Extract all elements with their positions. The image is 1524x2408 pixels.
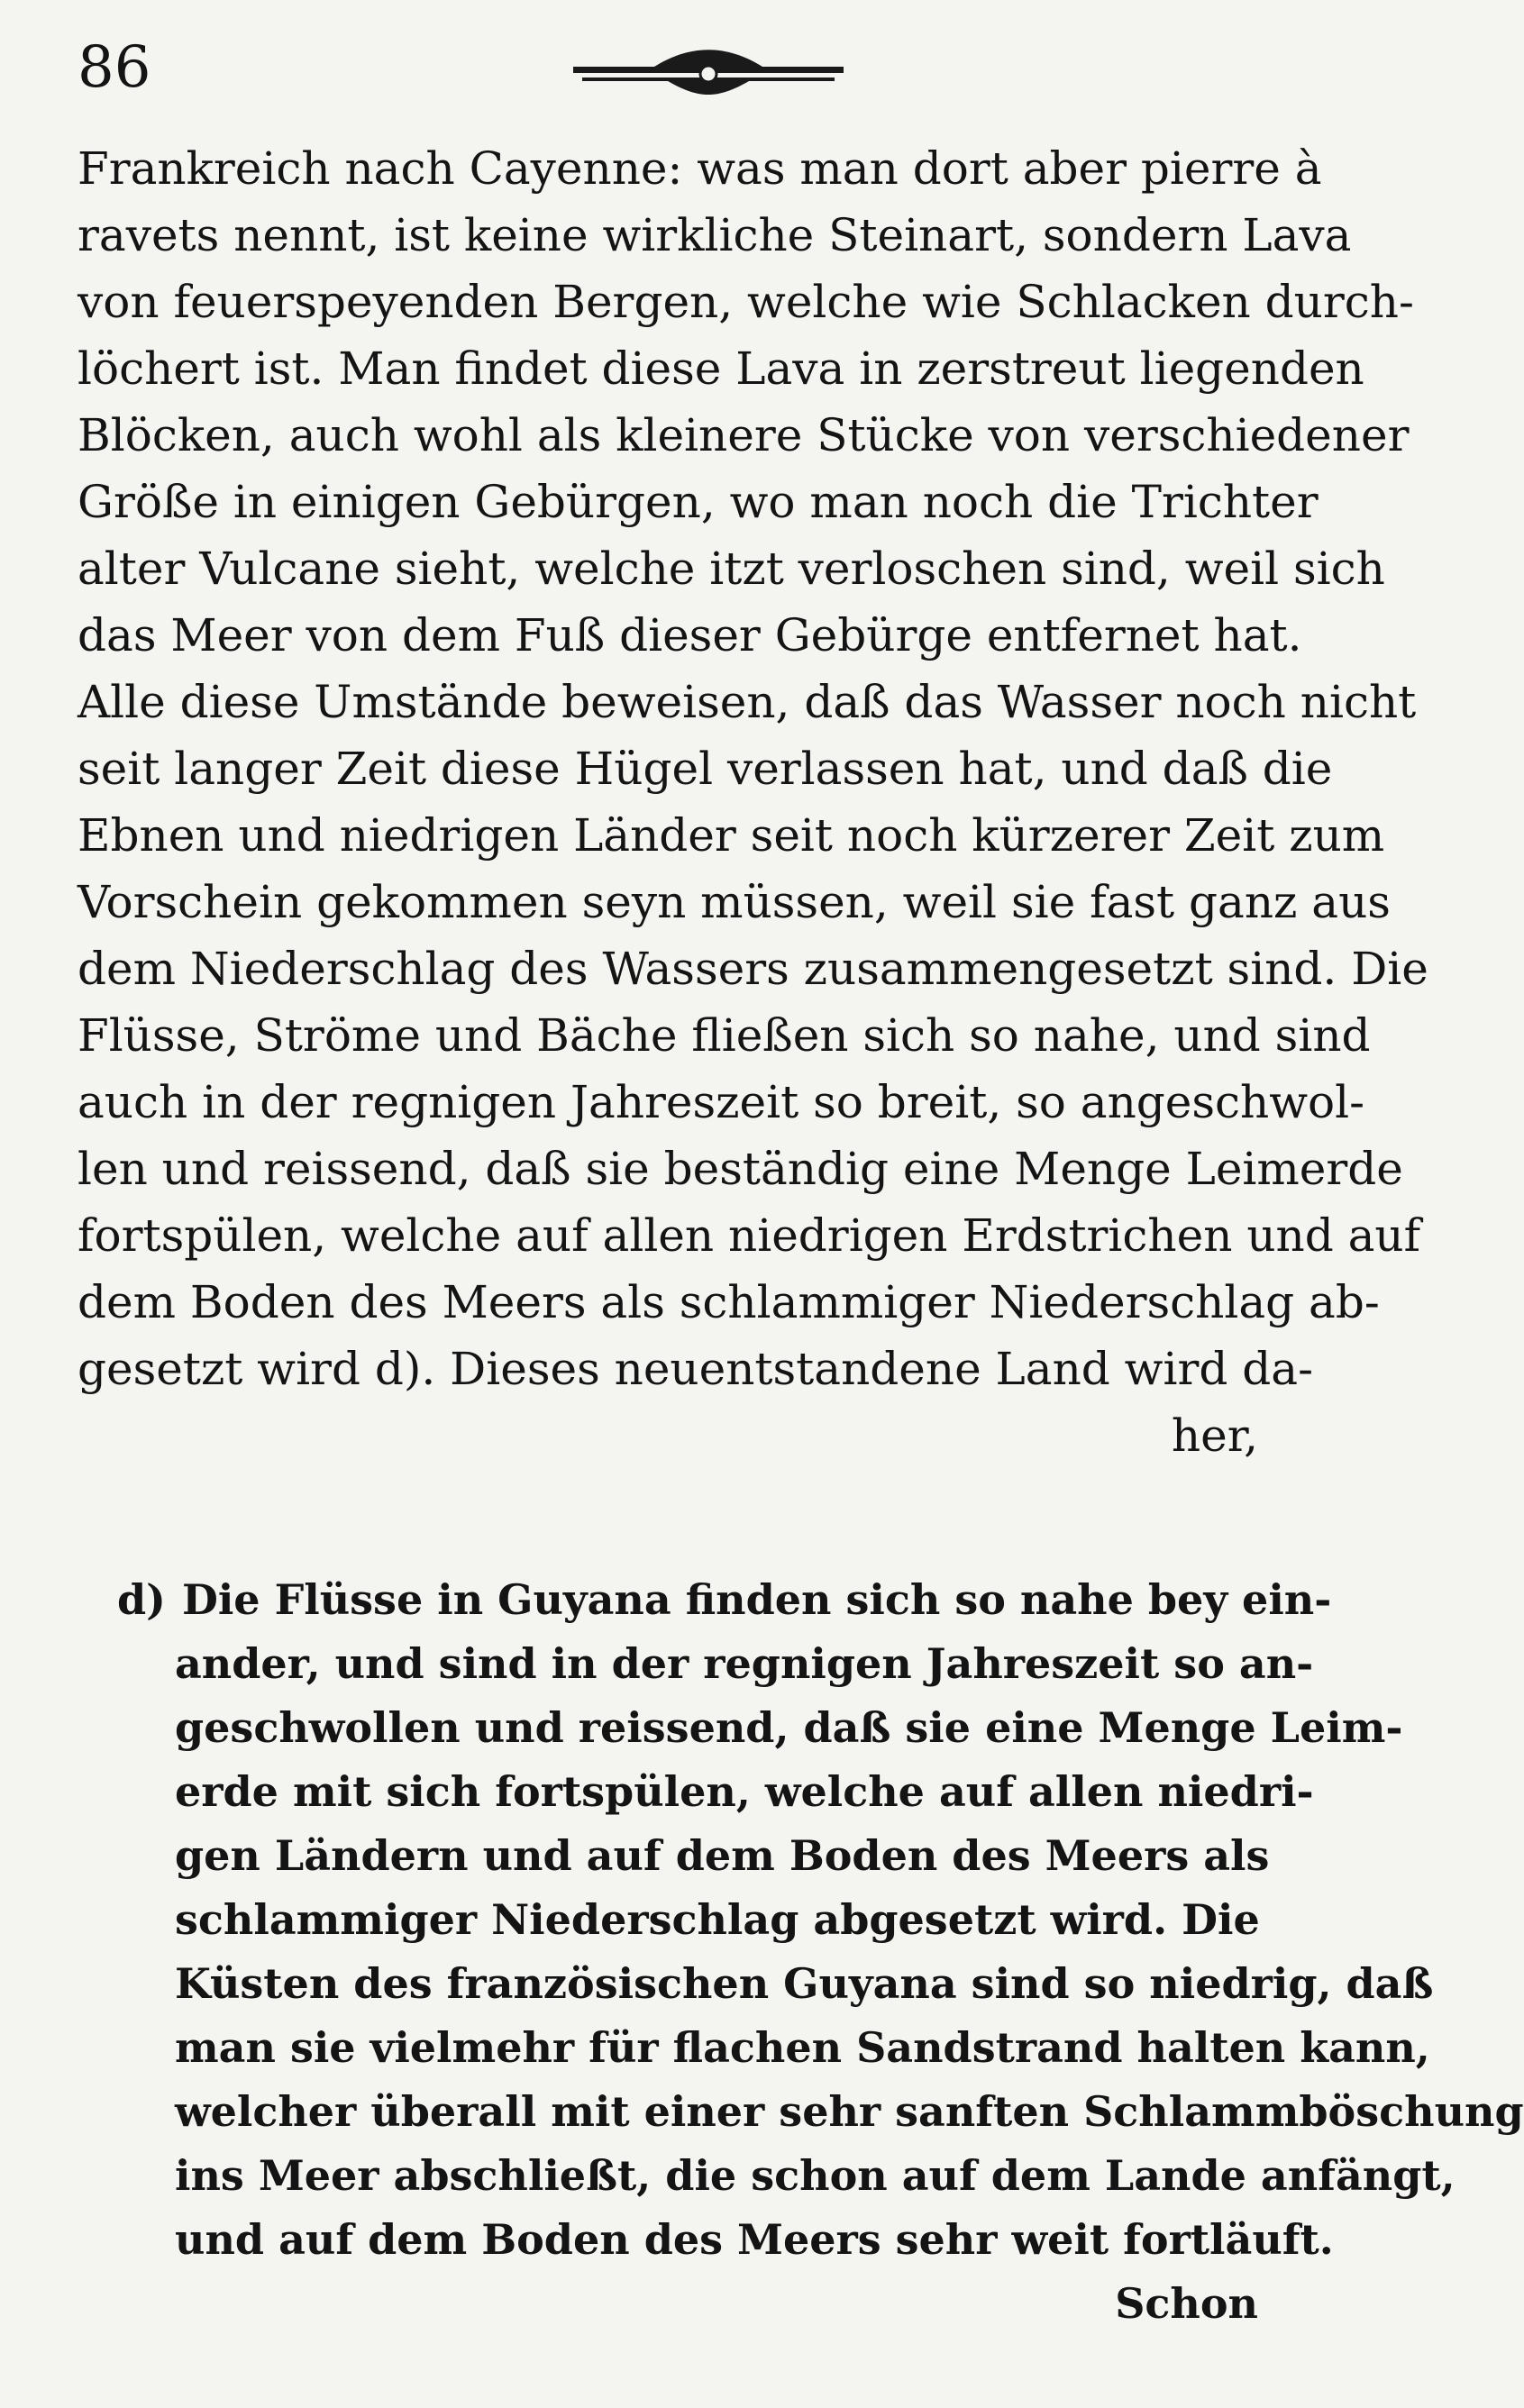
text-line: gesetzt wird d). Dieses neuentstandene Land wird da- xyxy=(78,1343,1313,1395)
text-line: dem Niederschlag des Wassers zusammengesetzt sind. Die xyxy=(78,943,1428,995)
footnote-line: Küsten des französischen Guyana sind so niedrig, daß xyxy=(175,1959,1434,2008)
text-line: dem Boden des Meers als schlammiger Niederschlag ab- xyxy=(78,1276,1380,1328)
text-line: löchert ist. Man findet diese Lava in zerstreut liegenden xyxy=(78,342,1364,395)
footnote-line: erde mit sich fortspülen, welche auf allen niedri- xyxy=(175,1767,1314,1816)
text-line: ravets nennt, ist keine wirkliche Steinart, sondern Lava xyxy=(78,209,1352,261)
text-line: von feuerspeyenden Bergen, welche wie Schlacken durch- xyxy=(78,276,1414,328)
text-line: alter Vulcane sieht, welche itzt verloschen sind, weil sich xyxy=(78,543,1385,595)
footnote-marker: d) xyxy=(117,1575,166,1624)
footnote-line: gen Ländern und auf dem Boden des Meers als xyxy=(175,1831,1270,1880)
footnote-line: schlammiger Niederschlag abgesetzt wird. Die xyxy=(175,1895,1260,1944)
footnote-line: und auf dem Boden des Meers sehr weit fortläuft. xyxy=(175,2215,1334,2264)
continuation-word: her, xyxy=(1171,1409,1258,1462)
page-header xyxy=(78,27,1249,108)
footnote-line: ins Meer abschließt, die schon auf dem Lande anfängt, xyxy=(175,2151,1456,2200)
text-line: Blöcken, auch wohl als kleinere Stücke von verschiedener xyxy=(78,409,1410,461)
text-line: fortspülen, welche auf allen niedrigen Erdstrichen und auf xyxy=(78,1209,1421,1262)
text-line: Alle diese Umstände beweisen, daß das Wasser noch nicht xyxy=(78,676,1417,728)
text-line: Vorschein gekommen seyn müssen, weil sie fast ganz aus xyxy=(78,876,1391,928)
footnote-line: welcher überall mit einer sehr sanften Schlammböschung xyxy=(175,2087,1524,2136)
footnote-line: geschwollen und reissend, daß sie eine Menge Leim- xyxy=(175,1703,1403,1752)
page-number: 86 xyxy=(78,34,151,101)
footnote-first-line: Die Flüsse in Guyana finden sich so nahe bey ein- xyxy=(181,1575,1332,1624)
text-line: das Meer von dem Fuß dieser Gebürge entfernet hat. xyxy=(78,609,1302,661)
vignette-icon xyxy=(564,40,853,103)
footnote-line xyxy=(117,1568,1332,1632)
footnote xyxy=(117,1568,1524,2336)
text-line: Ebnen und niedrigen Länder seit noch kürzerer Zeit zum xyxy=(78,809,1385,862)
footnote-line: man sie vielmehr für flachen Sandstrand halten kann, xyxy=(175,2023,1430,2072)
main-text xyxy=(78,135,1428,1469)
footnote-line: ander, und sind in der regnigen Jahreszeit so an- xyxy=(175,1639,1314,1688)
text-line: len und reissend, daß sie beständig eine Menge Leimerde xyxy=(78,1143,1403,1195)
text-line: seit langer Zeit diese Hügel verlassen hat, und daß die xyxy=(78,743,1333,795)
text-line: Größe in einigen Gebürgen, wo man noch die Trichter xyxy=(78,476,1319,528)
text-line: auch in der regnigen Jahreszeit so breit, so angeschwol- xyxy=(78,1076,1365,1128)
text-line: Flüsse, Ströme und Bäche fließen sich so nahe, und sind xyxy=(78,1009,1371,1062)
text-line: Frankreich nach Cayenne: was man dort aber pierre à xyxy=(78,142,1322,195)
catchword: Schon xyxy=(1115,2279,1258,2328)
